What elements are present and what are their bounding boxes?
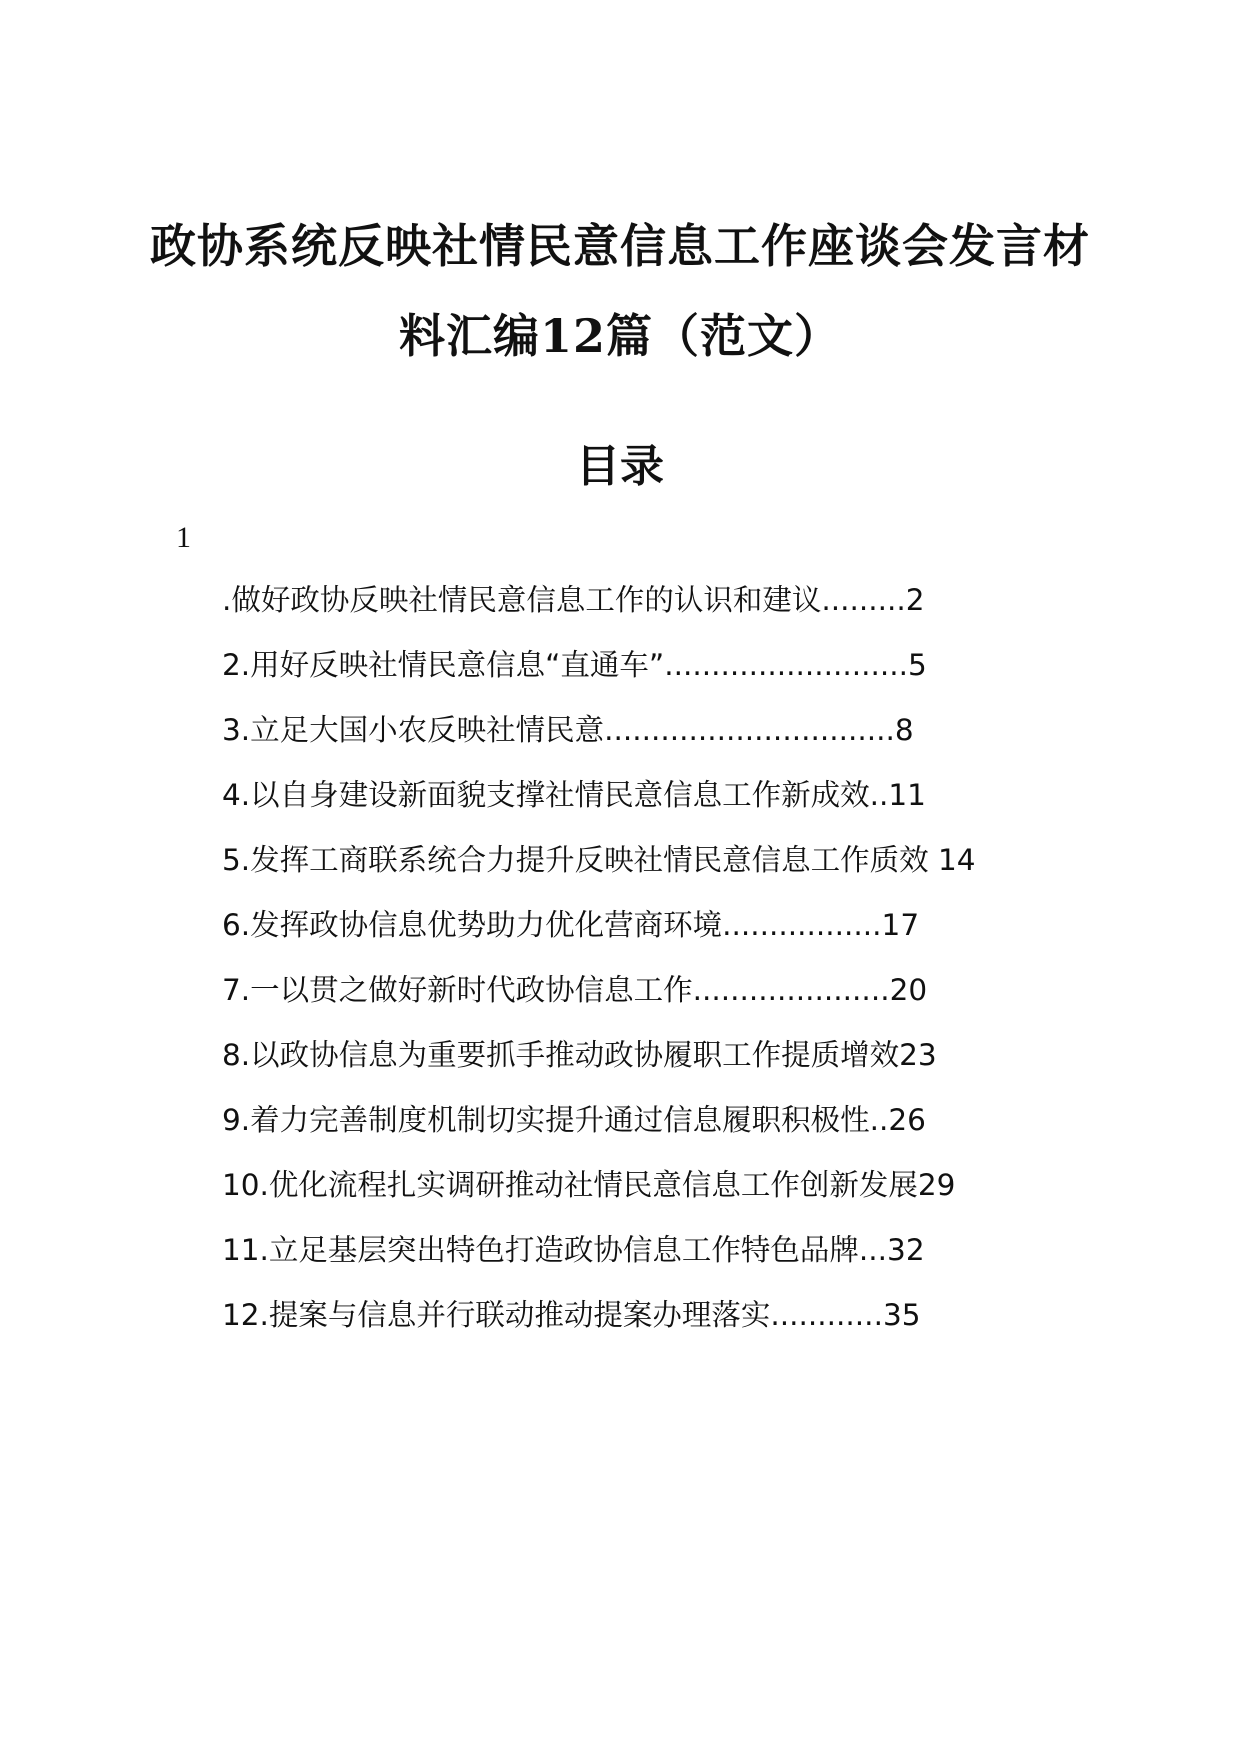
toc-item: 3.立足大国小农反映社情民意...............................8 [222,713,914,747]
toc-item: 6.发挥政协信息优势助力优化营商环境.................17 [222,908,920,942]
toc-heading: 目录 [576,441,664,492]
table-of-contents [222,576,1122,1356]
toc-item: 4.以自身建设新面貌支撑社情民意信息工作新成效..11 [222,778,926,812]
document-title-line-2: 料汇编12篇（范文） [398,309,841,363]
toc-item: 8.以政协信息为重要抓手推动政协履职工作提质增效23 [222,1038,937,1072]
toc-stray-number: 1 [176,521,191,554]
toc-item: 12.提案与信息并行联动推动提案办理落实............35 [222,1298,921,1332]
toc-item: 7.一以贯之做好新时代政协信息工作.....................20 [222,973,928,1007]
toc-item: .做好政协反映社情民意信息工作的认识和建议.........2 [222,583,925,617]
toc-item: 9.着力完善制度机制切实提升通过信息履职积极性..26 [222,1103,926,1137]
document-title-line-1: 政协系统反映社情民意信息工作座谈会发言材 [150,219,1090,273]
toc-item: 5.发挥工商联系统合力提升反映社情民意信息工作质效 14 [222,843,976,877]
toc-item: 2.用好反映社情民意信息“直通车”..........................5 [222,648,927,682]
toc-item: 10.优化流程扎实调研推动社情民意信息工作创新发展29 [222,1168,956,1202]
toc-item: 11.立足基层突出特色打造政协信息工作特色品牌...32 [222,1233,925,1267]
